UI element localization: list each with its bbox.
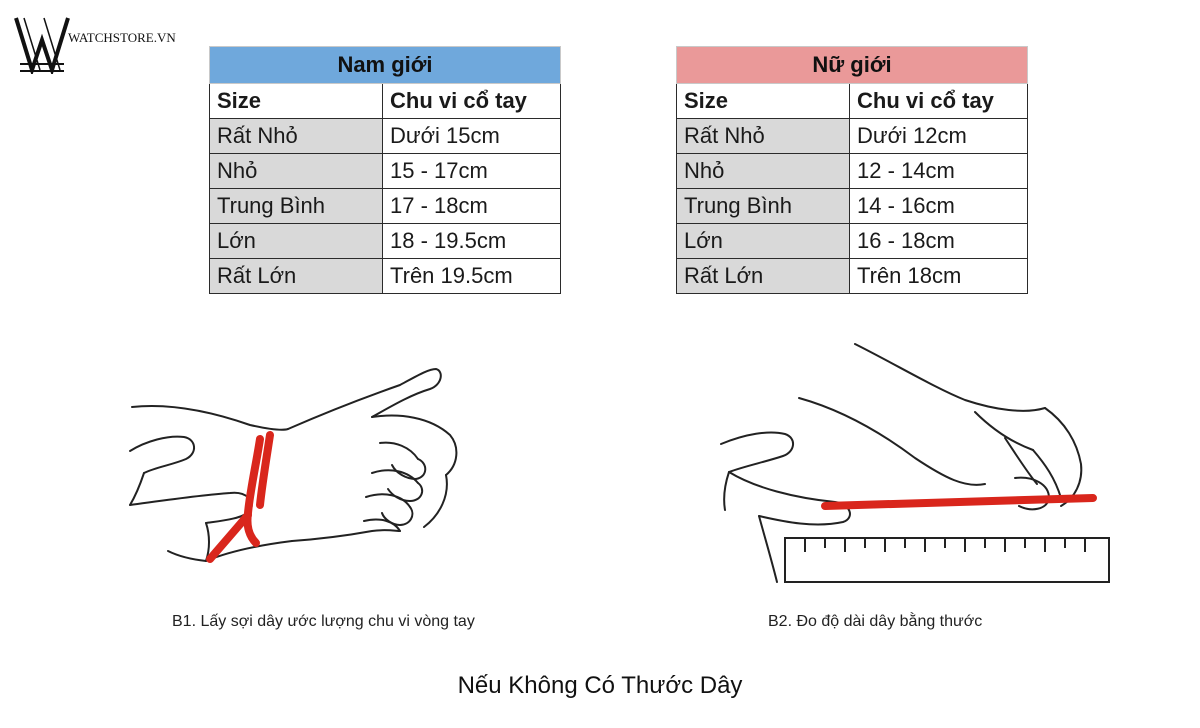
- size-label: Rất Nhỏ: [210, 119, 383, 154]
- table-row: [677, 154, 1028, 189]
- table-row: [210, 119, 561, 154]
- table-row: [210, 154, 561, 189]
- size-label: Trung Bình: [677, 189, 850, 224]
- size-value: 15 - 17cm: [383, 154, 561, 189]
- size-value: Dưới 12cm: [850, 119, 1028, 154]
- brand-name: WATCHSTORE.VN: [68, 30, 176, 45]
- men-col-size: Size: [210, 84, 383, 119]
- size-value: 17 - 18cm: [383, 189, 561, 224]
- size-value: 18 - 19.5cm: [383, 224, 561, 259]
- size-label: Lớn: [677, 224, 850, 259]
- men-col-wrist: Chu vi cổ tay: [383, 84, 561, 119]
- size-label: Lớn: [210, 224, 383, 259]
- table-row: [210, 259, 561, 294]
- size-value: Trên 19.5cm: [383, 259, 561, 294]
- step1-caption: B1. Lấy sợi dây ước lượng chu vi vòng tay: [172, 613, 475, 630]
- table-row: [677, 119, 1028, 154]
- size-value: 12 - 14cm: [850, 154, 1028, 189]
- step2-caption: B2. Đo độ dài dây bằng thước: [768, 613, 983, 630]
- size-value: 16 - 18cm: [850, 224, 1028, 259]
- women-col-size: Size: [677, 84, 850, 119]
- table-row: [210, 224, 561, 259]
- logo-mark-icon: [14, 16, 70, 74]
- table-row: [677, 259, 1028, 294]
- size-value: Dưới 15cm: [383, 119, 561, 154]
- size-label: Trung Bình: [210, 189, 383, 224]
- size-value: 14 - 16cm: [850, 189, 1028, 224]
- table-row: [677, 189, 1028, 224]
- brand-logo[interactable]: [14, 16, 176, 74]
- table-row: [210, 189, 561, 224]
- size-label: Rất Lớn: [210, 259, 383, 294]
- women-col-wrist: Chu vi cổ tay: [850, 84, 1028, 119]
- size-label: Nhỏ: [677, 154, 850, 189]
- men-table-title: Nam giới: [210, 47, 561, 84]
- women-table-title: Nữ giới: [677, 47, 1028, 84]
- table-row: [677, 224, 1028, 259]
- men-size-table: [209, 46, 561, 294]
- size-value: Trên 18cm: [850, 259, 1028, 294]
- size-label: Rất Lớn: [677, 259, 850, 294]
- wrist-string-illustration: [110, 355, 490, 585]
- ruler-measure-illustration: [715, 338, 1115, 588]
- size-label: Rất Nhỏ: [677, 119, 850, 154]
- women-size-table: [676, 46, 1028, 294]
- footer-title: Nếu Không Có Thước Dây: [457, 672, 743, 699]
- size-label: Nhỏ: [210, 154, 383, 189]
